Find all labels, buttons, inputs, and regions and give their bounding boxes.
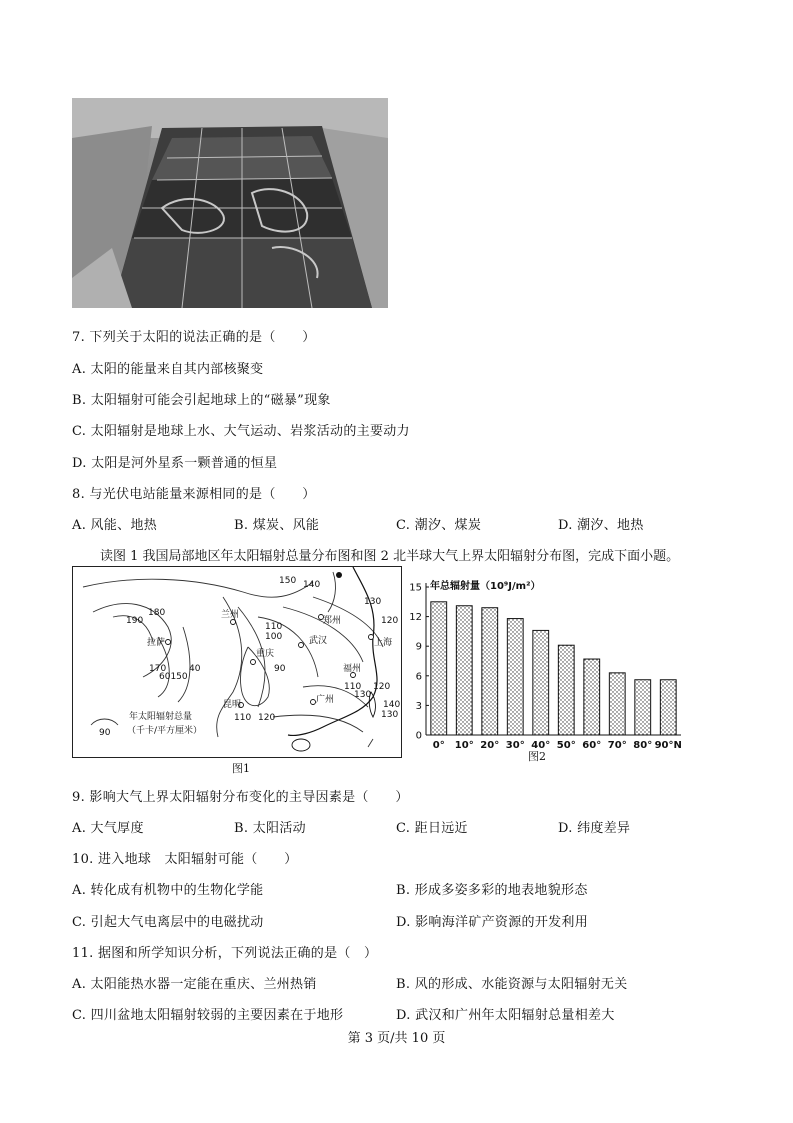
x-tick-label: 80° [633,740,653,751]
isoline-label: 150 [279,576,297,586]
question-10-option-d[interactable]: D. 影响海洋矿产资源的开发利用 [396,915,589,930]
city-label: 郑州 [323,616,342,626]
x-tick-label: 40° [531,740,551,751]
isoline-label: 130 [381,710,399,720]
x-tick-label: 10° [454,740,474,751]
bar [558,645,574,735]
question-8-option-c[interactable]: C. 潮汐、煤炭 [396,518,482,533]
x-tick-label: 70° [607,740,627,751]
city-label: 兰州 [221,610,240,620]
question-11-option-c[interactable]: C. 四川盆地太阳辐射较弱的主要因素在于地形 [72,1008,344,1023]
question-11-option-a[interactable]: A. 太阳能热水器一定能在重庆、兰州热销 [72,977,317,992]
x-tick-label: 0° [432,740,445,751]
x-tick-label: 30° [505,740,525,751]
question-11-option-b[interactable]: B. 风的形成、水能资源与太阳辐射无关 [396,977,628,992]
map-legend-title: 年太阳辐射总量 [129,712,193,722]
bar [431,602,447,735]
y-axis-label: 年总辐射量（10⁹J/m²） [430,581,541,592]
question-7-option-d[interactable]: D. 太阳是河外星系一颗普通的恒星 [72,456,278,471]
isoline-label: 140 [303,580,321,590]
isoline-label: 120 [373,682,391,692]
reading-instruction: 读图 1 我国局部地区年太阳辐射总量分布图和图 2 北半球大气上界太阳辐射分布图，完成下面小题。 [100,549,680,564]
bar [507,619,523,735]
bar [609,673,625,735]
city-label: 广州 [316,695,335,705]
bar [456,606,472,735]
x-tick-label: 50° [556,740,576,751]
question-9-option-d[interactable]: D. 纬度差异 [558,821,631,836]
question-9-option-a[interactable]: A. 大气厚度 [72,821,144,836]
isoline-label: 110 [344,682,362,692]
bar [584,659,600,735]
bar [635,680,651,735]
isoline-label: 110 [234,713,252,723]
figure-1-caption: 图1 [232,762,250,775]
page-footer: 第 3 页/共 10 页 [347,1031,446,1046]
isoline-label: 40 [189,664,201,674]
isoline-label: 130 [354,690,372,700]
figure-2-caption: 图2 [528,750,546,763]
question-11-option-d[interactable]: D. 武汉和广州年太阳辐射总量相差大 [396,1008,615,1023]
map-legend-value: 90 [99,728,111,738]
question-10-option-c[interactable]: C. 引起大气电离层中的电磁扰动 [72,915,264,930]
y-tick-label: 3 [415,700,422,712]
city-label: 重庆 [256,649,275,659]
isoline-label: 190 [126,616,144,626]
bar [660,680,676,735]
y-tick-label: 9 [415,641,422,653]
y-tick-label: 12 [409,612,422,624]
bar [533,630,549,735]
question-8-option-d[interactable]: D. 潮汐、地热 [558,518,644,533]
isoline-label: 130 [364,597,382,607]
map-legend-unit: （千卡/平方厘米） [127,726,203,736]
x-tick-label: 20° [480,740,500,751]
question-7-option-a[interactable]: A. 太阳的能量来自其内部核聚变 [72,362,264,377]
x-tick-label: 60° [582,740,602,751]
figure-2-chart [404,575,704,765]
figure-1-map [72,566,402,758]
question-7-option-c[interactable]: C. 太阳辐射是地球上水、大气运动、岩浆活动的主要动力 [72,424,410,439]
question-8-option-a[interactable]: A. 风能、地热 [72,518,158,533]
y-tick-label: 0 [415,730,422,742]
solar-station-photo [72,98,388,308]
question-10-stem: 10. 进入地球 太阳辐射可能（ ） [72,852,298,867]
question-7-stem: 7. 下列关于太阳的说法正确的是（ ） [72,330,316,345]
isoline-label: 90 [274,664,286,674]
isoline-label: 140 [383,700,401,710]
question-8-option-b[interactable]: B. 煤炭、风能 [234,518,320,533]
y-tick-label: 6 [415,671,422,683]
question-8-stem: 8. 与光伏电站能量来源相同的是（ ） [72,487,316,502]
question-9-option-b[interactable]: B. 太阳活动 [234,821,306,836]
question-7-option-b[interactable]: B. 太阳辐射可能会引起地球上的“磁暴”现象 [72,393,331,408]
isoline-label: 110 [265,622,283,632]
isoline-label: 120 [258,713,276,723]
question-11-stem: 11. 据图和所学知识分析，下列说法正确的是（ ） [72,946,378,961]
question-10-option-b[interactable]: B. 形成多姿多彩的地表地貌形态 [396,883,588,898]
city-label: 福州 [343,664,362,674]
city-label: 武汉 [309,636,328,646]
y-tick-label: 15 [409,582,422,594]
city-label: 上海 [374,638,393,648]
city-label: 昆明 [223,700,242,710]
question-9-stem: 9. 影响大气上界太阳辐射分布变化的主导因素是（ ） [72,790,409,805]
bar [482,608,498,735]
x-tick-label: 90°N [654,740,682,751]
question-9-option-c[interactable]: C. 距日远近 [396,821,468,836]
isoline-label: 60150 [159,672,188,682]
isoline-label: 120 [381,616,399,626]
isoline-label: 100 [265,632,283,642]
isoline-label: 180 [148,608,166,618]
question-10-option-a[interactable]: A. 转化成有机物中的生物化学能 [72,883,264,898]
city-label: 拉萨 [147,638,166,648]
isoline-label: 170 [149,664,167,674]
